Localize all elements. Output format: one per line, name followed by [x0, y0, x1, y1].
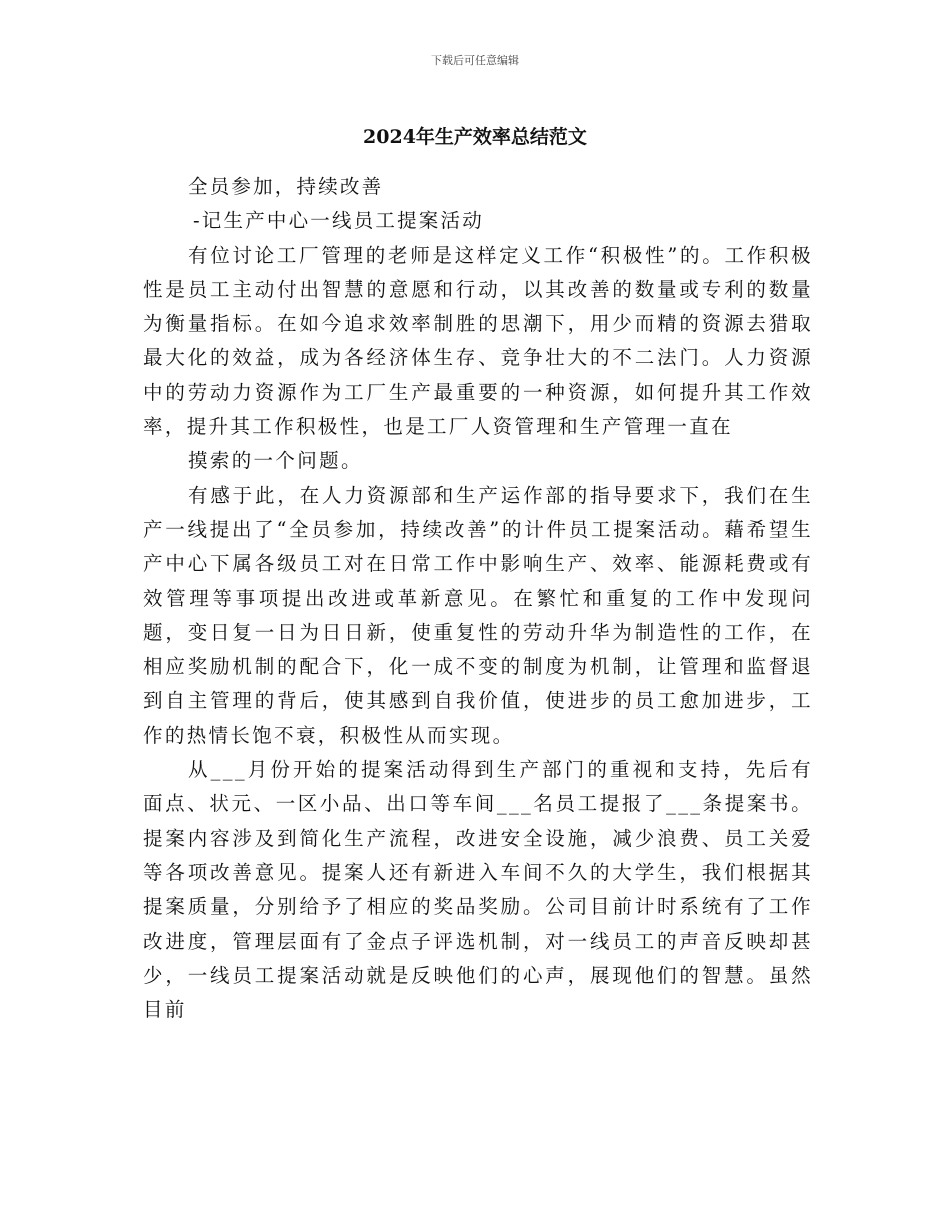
body-paragraph-continuation: 摸索的一个问题。	[188, 449, 363, 473]
body-paragraph: 有位讨论工厂管理的老师是这样定义工作“积极性”的。工作积极性是员工主动付出智慧的意愿和行动，以其改善的数量或专利的数量为衡量指标。在如今追求效率制胜的思潮下，用少而精的资源去猎取最大化的效益，成为各经济体生存、竞争壮大的不二法门。人力资源中的劳动力资源作为工厂生产最重要的一种资源，如何提升其工作效率，提升其工作积极性，也是工厂人资管理和生产管理一直在	[143, 243, 813, 439]
document-subtitle-secondary: -记生产中心一线员工提案活动	[193, 209, 484, 233]
body-paragraph: 有感于此，在人力资源部和生产运作部的指导要求下，我们在生产一线提出了“全员参加，持续改善”的计件员工提案活动。藉希望生产中心下属各级员工对在日常工作中影响生产、效率、能源耗费或有效管理等事项提出改进或革新意见。在繁忙和重复的工作中发现问题，变日复一日为日日新，使重复性的劳动升华为制造性的工作，在相应奖励机制的配合下，化一成不变的制度为机制，让管理和监督退到自主管理的背后，使其感到自我价值，使进步的员工愈加进步，工作的热情长饱不衰，积极性从而实现。	[143, 483, 813, 747]
document-subtitle: 全员参加，持续改善	[188, 175, 384, 198]
document-title: 2024年生产效率总结范文	[363, 126, 587, 148]
document-body	[143, 170, 813, 1027]
body-paragraph: 从___月份开始的提案活动得到生产部门的重视和支持，先后有面点、状元、一区小品、出口等车间___名员工提报了___条提案书。提案内容涉及到简化生产流程，改进安全设施，减少浪费、员工关爱等各项改善意见。提案人还有新进入车间不久的大学生，我们根据其提案质量，分别给予了相应的奖品奖励。公司目前计时系统有了工作改进度，管理层面有了金点子评选机制，对一线员工的声音反映却甚少，一线员工提案活动就是反映他们的心声，展现他们的智慧。虽然目前	[143, 758, 813, 1022]
page-header-note: 下载后可任意编辑	[431, 54, 519, 67]
